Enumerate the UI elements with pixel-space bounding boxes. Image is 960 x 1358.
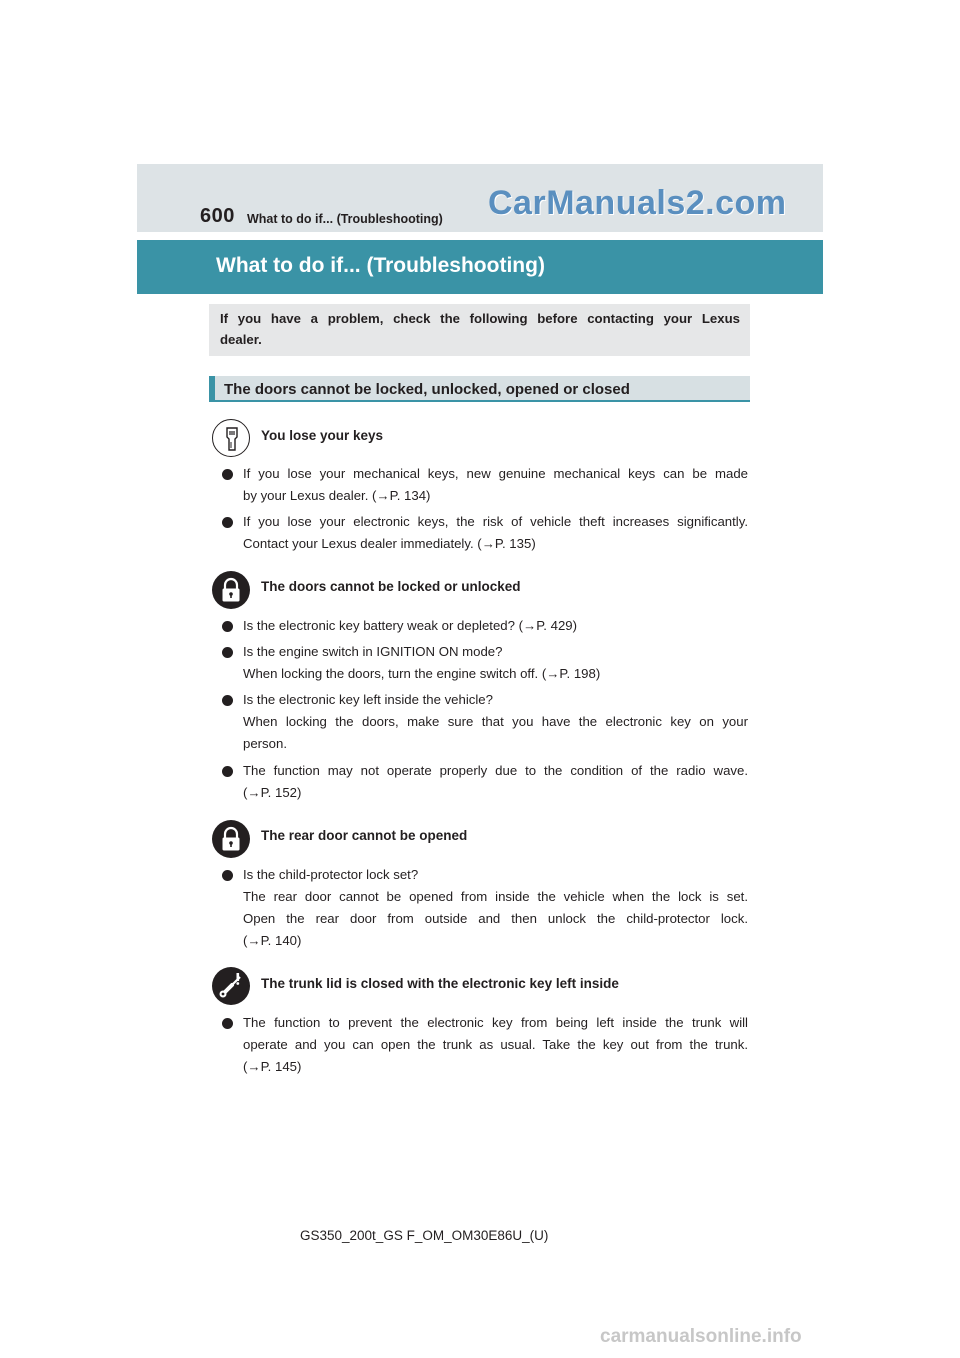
list-item <box>222 689 748 755</box>
list-item <box>222 641 748 685</box>
list-item-line: The function may not operate properly due to the condition of the radio wave. <box>243 763 748 778</box>
lock-icon <box>212 571 250 609</box>
lock-icon <box>212 820 250 858</box>
group-heading: The rear door cannot be opened <box>261 828 468 843</box>
list-item <box>222 760 748 804</box>
header-section-title: What to do if... (Troubleshooting) <box>247 212 443 226</box>
group-heading: The trunk lid is closed with the electronic key left inside <box>261 976 619 991</box>
group-heading: The doors cannot be locked or unlocked <box>261 579 521 594</box>
list-item-line: If you lose your mechanical keys, new genuine mechanical keys can be made <box>243 466 748 481</box>
footer-code: GS350_200t_GS F_OM_OM30E86U_(U) <box>300 1228 549 1243</box>
list-item-line: (→P. 145) <box>243 1059 302 1074</box>
bullet-icon <box>222 517 233 528</box>
bullet-icon <box>222 647 233 658</box>
page-number: 600 <box>200 205 235 227</box>
list-item-line: The rear door cannot be opened from inside the vehicle when the lock is set. <box>243 889 748 904</box>
page-title: What to do if... (Troubleshooting) <box>216 254 545 277</box>
list-item-line: by your Lexus dealer. (→P. 134) <box>243 488 431 503</box>
list-item-line: operate and you can open the trunk as usual. Take the key out from the trunk. <box>243 1037 748 1052</box>
key-alert-icon <box>212 967 250 1005</box>
list-item-line: Is the child-protector lock set? <box>243 867 419 882</box>
list-item-line: The function to prevent the electronic key from being left inside the trunk will <box>243 1015 748 1030</box>
list-item-line: When locking the doors, make sure that you have the electronic key on your <box>243 714 748 729</box>
bullet-icon <box>222 469 233 480</box>
list-item <box>222 615 748 637</box>
list-item-line: If you lose your electronic keys, the risk of vehicle theft increases significantly. <box>243 514 748 529</box>
list-item-line: (→P. 152) <box>243 785 302 800</box>
list-item-line: When locking the doors, turn the engine switch off. (→P. 198) <box>243 666 601 681</box>
bullet-icon <box>222 695 233 706</box>
list-item-line: Open the rear door from outside and then unlock the child-protector lock. <box>243 911 748 926</box>
watermark-bottom: carmanualsonline.info <box>600 1326 802 1347</box>
list-item-line: Is the engine switch in IGNITION ON mode? <box>243 644 503 659</box>
list-item-line: (→P. 140) <box>243 933 302 948</box>
section-title: The doors cannot be locked, unlocked, opened or closed <box>224 381 630 398</box>
bullet-icon <box>222 766 233 777</box>
bullet-icon <box>222 870 233 881</box>
watermark-top: CarManuals2.com <box>488 184 787 222</box>
list-item-line: Is the electronic key battery weak or depleted? (→P. 429) <box>243 618 578 633</box>
key-icon <box>212 419 250 457</box>
list-item <box>222 463 748 507</box>
group-heading: You lose your keys <box>261 428 384 443</box>
bullet-icon <box>222 1018 233 1029</box>
list-item-line: person. <box>243 736 287 751</box>
intro-text: If you have a problem, check the following before contacting your Lexus dealer. <box>220 311 740 347</box>
list-item-line: Is the electronic key left inside the vehicle? <box>243 692 493 707</box>
list-item <box>222 1012 748 1078</box>
bullet-icon <box>222 621 233 632</box>
list-item-line: Contact your Lexus dealer immediately. (→P. 135) <box>243 536 536 551</box>
list-item <box>222 511 748 555</box>
list-item <box>222 864 748 952</box>
